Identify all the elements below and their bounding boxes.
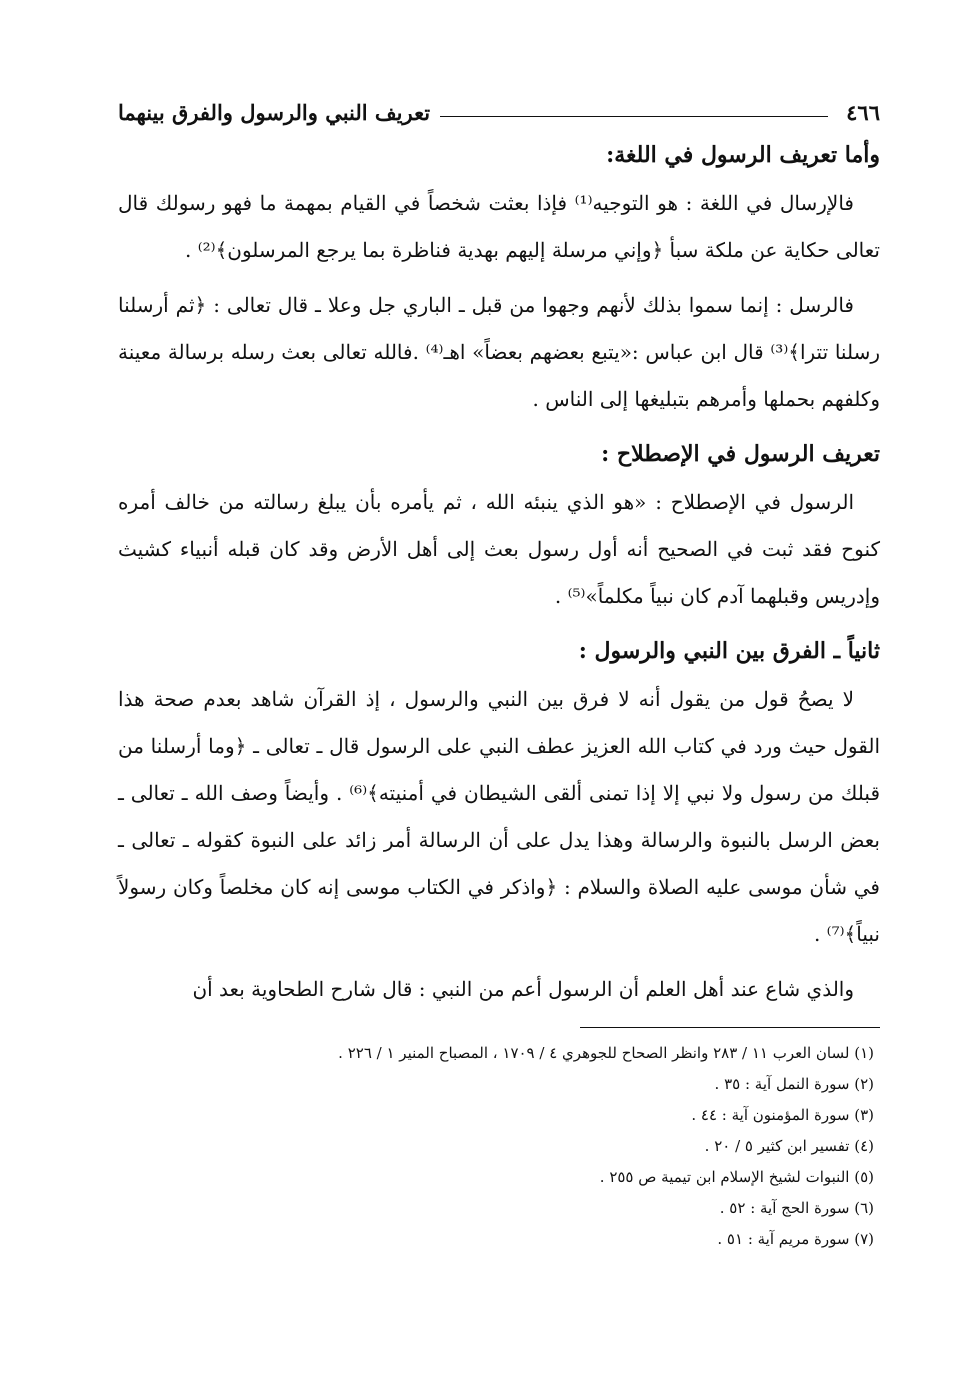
body-paragraph: فالرسل : إنما سموا بذلك لأنهم وجهوا من قبل ـ الباري جل وعلا ـ قال تعالى : ﴿ثم أرسلنا رسلنا تترا﴾⁽³⁾ قال ابن عباس :«يتبع بعضهم بعضاً» اهـ⁽⁴⁾ .فالله تعالى بعث رسله برسالة معينة وكلفهم بحملها وأمرهم بتبليغها إلى الناس .: [118, 293, 880, 411]
body-paragraph: الرسول في الإصطلاح : «هو الذي ينبئه الله ، ثم يأمره بأن يبلغ رسالته من خالف أمره كنوح فقد ثبت في الصحيح أنه أول رسول بعث إلى أهل الأرض وقد كان قبله أنبياء كشيث وإدريس وقبلهما آدم كان نبياً مكلماً»⁽⁵⁾ .: [118, 490, 880, 608]
section-heading: وأما تعريف الرسول في اللغة:: [606, 142, 880, 168]
page-number: ٤٦٦: [846, 99, 880, 125]
body-paragraph: فالإرسال في اللغة : هو التوجيه⁽¹⁾ فإذا بعثت شخصاً في القيام بمهمة ما فهو رسولك قال تعالى حكاية عن ملكة سبأ ﴿وإني مرسلة إليهم بهدية فناظرة بما يرجع المرسلون﴾⁽²⁾ .: [118, 191, 880, 262]
footnote: (٣) سورة المؤمنون آية : ٤٤ .: [691, 1106, 874, 1124]
running-title: تعريف النبي والرسول والفرق بينهما: [118, 99, 431, 125]
section-difference: [118, 628, 880, 1013]
footnote: (١) لسان العرب ١١ / ٢٨٣ وانظر الصحاح للجوهري ٤ / ١٧٠٩ ، المصباح المنير ١ / ٢٢٦ .: [338, 1044, 874, 1062]
footnote: (٧) سورة مريم آية : ٥١ .: [717, 1230, 874, 1248]
section-language-definition: [118, 132, 880, 423]
footnote: (٤) تفسير ابن كثير ٥ / ٢٠ .: [704, 1137, 874, 1155]
footnotes: [118, 1038, 880, 1255]
running-header: [118, 92, 880, 132]
section-heading: تعريف الرسول في الإصطلاح :: [601, 441, 880, 467]
header-rule: [440, 116, 828, 117]
body-paragraph: والذي شاع عند أهل العلم أن الرسول أعم من النبي : قال شارح الطحاوية بعد أن: [192, 977, 854, 1001]
footnote: (٦) سورة الحج آية : ٥٢ .: [719, 1199, 874, 1217]
section-term-definition: [118, 431, 880, 620]
body-paragraph: لا يصحُ قول من يقول أنه لا فرق بين النبي والرسول ، إذ القرآن شاهد بعدم صحة هذا القول حيث ورد في كتاب الله العزيز عطف النبي على الرسول قال ـ تعالى ـ ﴿وما أرسلنا من قبلك من رسول ولا نبي إلا إذا تمنى ألقى الشيطان في أمنيته﴾⁽⁶⁾ . وأيضاً وصف الله ـ تعالى ـ بعض الرسل بالنبوة والرسالة وهذا يدل على أن الرسالة أمر زائد على النبوة كقوله ـ تعالى ـ في شأن موسى عليه الصلاة والسلام : ﴿واذكر في الكتاب موسى إنه كان مخلصاً وكان رسولاً نبياً﴾⁽⁷⁾ .: [118, 687, 881, 946]
footnote: (٢) سورة النمل آية : ٣٥ .: [714, 1075, 874, 1093]
section-heading: ثانياً ـ الفرق بين النبي والرسول :: [578, 638, 880, 664]
book-page: [118, 92, 880, 1255]
footnote: (٥) النبوات لشيخ الإسلام ابن تيمية ص ٢٥٥ .: [599, 1168, 874, 1186]
footnote-separator: [580, 1027, 880, 1028]
